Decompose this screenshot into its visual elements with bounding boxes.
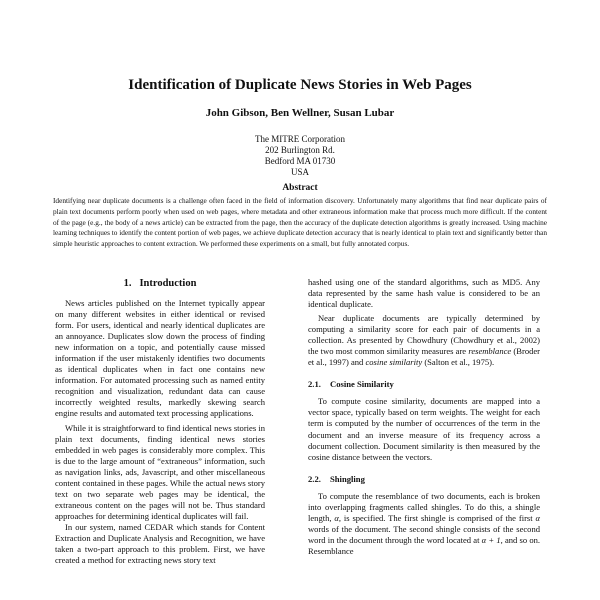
section-heading-introduction — [55, 277, 265, 290]
intro-paragraph-2: While it is straightforward to find identical news stories in plain text documents, finding identical news stories embedded in web pages is considerably more complex. This is due to the large amount of “extraneous” information, such as navigation links, ads, Javascript, and other miscellaneous content contained in these pages. While the actual news story text on two separate web pages may be identical, the extraneous content on the pages will not be. Thus standard approaches for determining identical duplicates will fail. — [55, 422, 265, 521]
text-run: words of the document. The second shingle consists of the second word in the document through the word located at — [308, 523, 540, 545]
intro-paragraph-3: In our system, named CEDAR which stands for Content Extraction and Duplicate Analysis and Recognition, we have taken a two-part approach to this problem. First, we have created a method for extracting news story text — [55, 521, 265, 566]
subsection-number: 2.2. — [308, 473, 321, 484]
abstract-text: Identifying near duplicate documents is a challenge often faced in the field of information discovery. Unfortunately many algorithms that find near duplicate pairs of plain text documents perform poorly when used on web pages, where metadata and other extraneous information make that process much more difficult. If the content of the page (e.g., the body of a news article) can be extracted from the page, then the accuracy of the duplicate detection algorithms is greatly increased. Using machine learning techniques to identify the content portion of web pages, we achieve duplicate detection accuracy that is nearly identical to plain text and significantly better than simple heuristic approaches to content extraction. We performed these experiments on a small, but fully annotated corpus. — [53, 196, 547, 249]
right-column — [308, 277, 540, 557]
section-title: Introduction — [139, 278, 197, 289]
paper-authors: John Gibson, Ben Wellner, Susan Lubar — [205, 107, 395, 119]
affiliation-line: Bedford MA 01730 — [264, 156, 336, 166]
affiliation-line: 202 Burlington Rd. — [265, 145, 335, 155]
intro-paragraph-1: News articles published on the Internet typically appear on many different websites in either identical or revised form. For users, identical and nearly identical duplicates are an annoyance. Duplicates slow down the process of finding new information on a topic, and potentially cause missed information if the user mistakenly identifies two documents as identical duplicates when in fact one contains new information. For automated processing such as named entity recognition and visualization, redundant data can cause incorrectly weighted results, markedly skewing search engine results and automated text processing applications. — [55, 298, 265, 419]
text-run: To compute the resemblance of two documents, each is broken into overlapping fragments called shingles. To do this, a shingle length, — [308, 490, 540, 523]
affiliation-block — [0, 134, 600, 178]
shingling-paragraph — [308, 491, 540, 557]
section-number: 1. — [123, 278, 132, 289]
hash-paragraph: hashed using one of the standard algorithms, such as MD5. Any data represented by the same hash value is considered to be an identical duplicate. — [308, 277, 540, 310]
text-run: , is specified. The first shingle is comprised of the first — [338, 512, 536, 523]
math-alpha-plus-one: α + 1 — [481, 534, 501, 545]
term-cosine-similarity: cosine similarity — [365, 357, 423, 368]
math-alpha: α — [535, 512, 540, 523]
text-run: Near duplicate documents are typically determined by computing a similarity score for each pair of documents in a collection. As presented by Chowdhury (Chowdhury et al., 2002) the two most common similarity measures are — [308, 313, 540, 357]
subsection-title: Cosine Similarity — [330, 379, 394, 390]
left-column — [55, 277, 265, 566]
text-run: (Broder et al., 1997) and — [308, 346, 540, 368]
math-alpha: α — [334, 512, 339, 523]
subsection-title: Shingling — [330, 473, 365, 484]
abstract-heading: Abstract — [282, 183, 318, 193]
subsection-heading-shingling — [308, 474, 540, 485]
affiliation-line: USA — [290, 167, 309, 177]
subsection-number: 2.1. — [308, 379, 321, 390]
text-run: , and so on. Resemblance — [308, 534, 541, 556]
cosine-paragraph: To compute cosine similarity, documents are mapped into a vector space, typically based on term weights. The weight for each term is computed by the number of occurrences of the term in the document and an inverse measure of its frequency across a document collection. Document similarity is then measured by the cosine distance between the vectors. — [308, 396, 540, 462]
subsection-heading-cosine — [308, 379, 540, 390]
text-run: (Salton et al., 1975). — [422, 357, 495, 368]
paper-title: Identification of Duplicate News Stories in Web Pages — [128, 77, 472, 93]
affiliation-line: The MITRE Corporation — [255, 134, 345, 144]
term-resemblance: resemblance — [468, 346, 512, 357]
near-duplicate-paragraph — [308, 313, 540, 368]
